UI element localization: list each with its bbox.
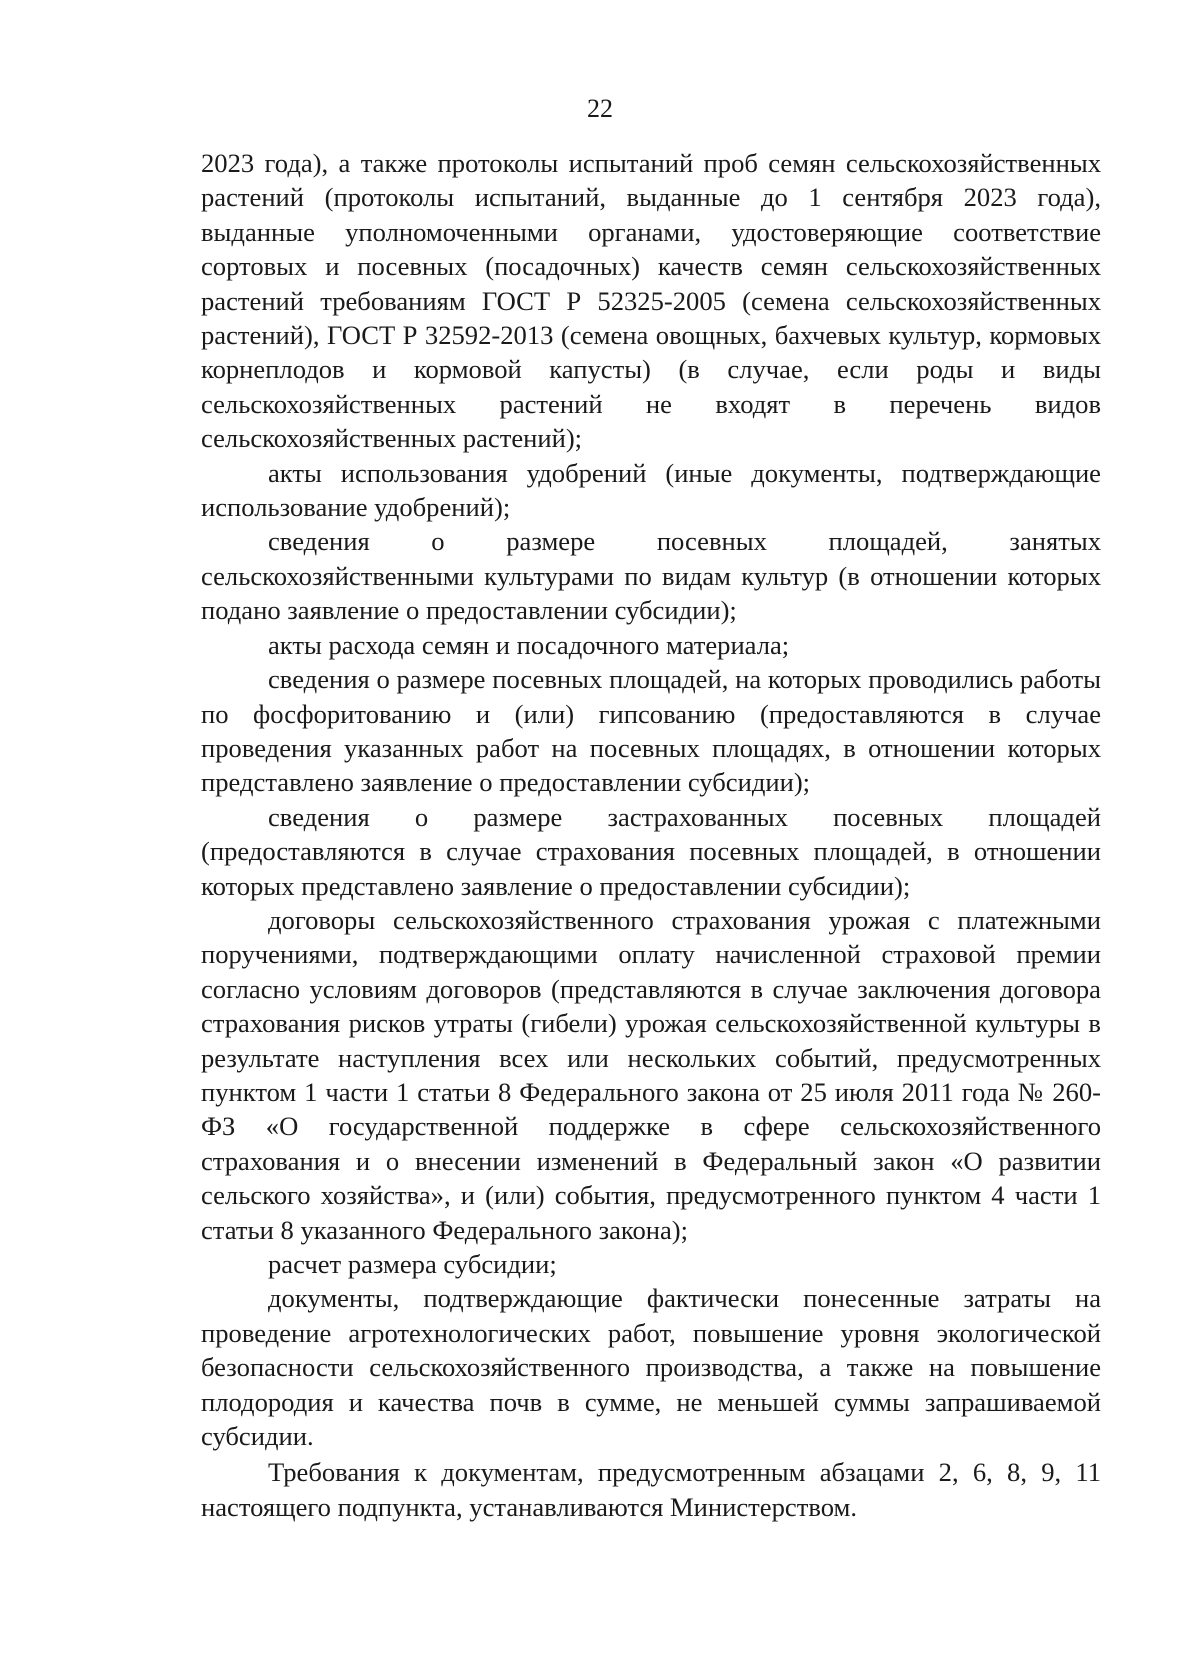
paragraph-fertilizer-acts: акты использования удобрений (иные документы, подтверждающие использование удобрений); — [201, 457, 1101, 523]
paragraph-cost-documents: документы, подтверждающие фактически понесенные затраты на проведение агротехнологических работ, повышение уровня экологической безопасности сельскохозяйственного производства, а также на повышение плодородия и качества почв в сумме, не меньшей суммы запрашиваемой субсидии. — [201, 1283, 1101, 1452]
paragraph-continuation: 2023 года), а также протоколы испытаний проб семян сельскохозяйственных растений (протоколы испытаний, выданные до 1 сентября 2023 года), выданные уполномоченными органами, удостоверяющие соответствие сортовых и посевных (посадочных) качеств семян сельскохозяйственных растений требованиям ГОСТ Р 52325-2005 (семена сельскохозяйственных растений), ГОСТ Р 32592-2013 (семена овощных, бахчевых культур, кормовых корнеплодов и кормовой капусты) (в случае, если роды и виды сельскохозяйственных растений не входят в перечень видов сельскохозяйственных растений); — [201, 148, 1101, 454]
paragraph-subsidy-calculation: расчет размера субсидии; — [268, 1249, 557, 1279]
document-body — [201, 146, 1101, 1524]
paragraph-insured-area-info: сведения о размере застрахованных посевных площадей (предоставляются в случае страхования посевных площадей, в отношении которых представлено заявление о предоставлении субсидии); — [201, 801, 1101, 901]
paragraph-seed-consumption-acts: акты расхода семян и посадочного материала; — [268, 629, 790, 660]
paragraph-sown-area-info: сведения о размере посевных площадей, занятых сельскохозяйственными культурами по видам культур (в отношении которых подано заявление о предоставлении субсидии); — [201, 526, 1101, 626]
paragraph-requirements: Требования к документам, предусмотренным абзацами 2, 6, 8, 9, 11 настоящего подпункта, устанавливаются Министерством. — [201, 1457, 1101, 1522]
page-number: 22 — [587, 94, 613, 123]
paragraph-phosphorite-gypsum-info: сведения о размере посевных площадей, на которых проводились работы по фосфоритованию и (или) гипсованию (предоставляются в случае проведения указанных работ на посевных площадях, в отношении которых представлено заявление о предоставлении субсидии); — [201, 664, 1101, 798]
paragraph-insurance-contracts: договоры сельскохозяйственного страхования урожая с платежными поручениями, подтверждающими оплату начисленной страховой премии согласно условиям договоров (представляются в случае заключения договора страхования рисков утраты (гибели) урожая сельскохозяйственной культуры в результате наступления всех или нескольких событий, предусмотренных пунктом 1 части 1 статьи 8 Федерального закона от 25 июля 2011 года № 260-ФЗ «О государственной поддержке в сфере сельскохозяйственного страхования и о внесении изменений в Федеральный закон «О развитии сельского хозяйства», и (или) события, предусмотренного пунктом 4 части 1 статьи 8 указанного Федерального закона); — [201, 904, 1101, 1245]
